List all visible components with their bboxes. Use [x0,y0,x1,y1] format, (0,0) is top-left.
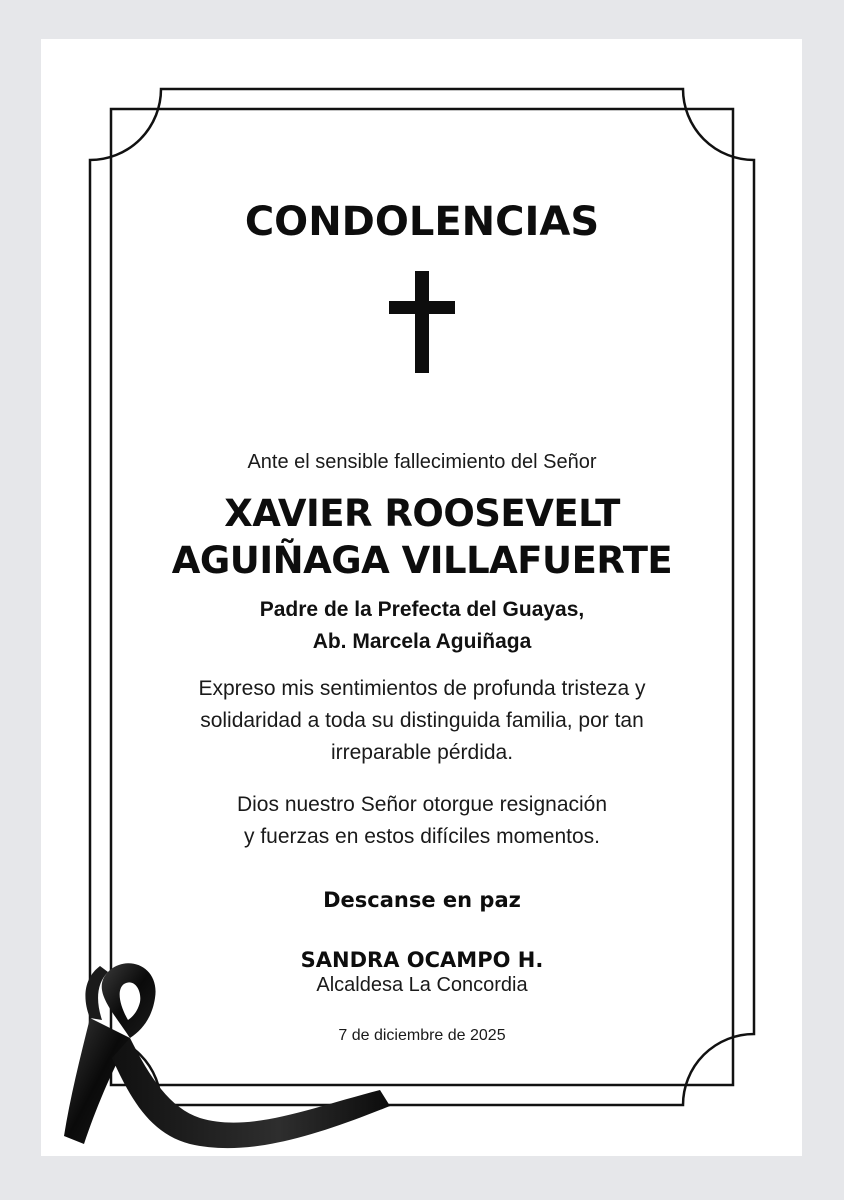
latin-cross-icon [389,271,455,373]
message-line-1: Expreso mis sentimientos de profunda tristeza y [198,677,646,700]
signer-name: SANDRA OCAMPO H. [300,948,544,972]
prayer-line-1: Dios nuestro Señor otorgue resignación [236,793,608,816]
closing-text: Descanse en paz [323,888,521,912]
deceased-name-line-2: AGUIÑAGA VILLAFUERTE [171,539,673,582]
signer-role: Alcaldesa La Concordia [316,974,528,996]
deceased-name [130,490,714,584]
intro-text: Ante el sensible fallecimiento del Señor [247,451,597,473]
prayer-line-2: y fuerzas en estos difíciles momentos. [244,825,600,848]
mourning-ribbon-icon [50,958,400,1158]
message-line-2: solidaridad a toda su distinguida familia, por tan [200,709,644,732]
prayer-text [130,789,714,853]
condolence-message [130,673,714,769]
notice-title: CONDOLENCIAS [244,199,600,245]
relation-text [130,594,714,658]
message-line-3: irreparable pérdida. [330,741,514,764]
relation-line-2: Ab. Marcela Aguiñaga [312,630,532,653]
deceased-name-line-1: XAVIER ROOSEVELT [224,492,620,535]
notice-date: 7 de diciembre de 2025 [338,1027,506,1044]
relation-line-1: Padre de la Prefecta del Guayas, [259,598,585,621]
